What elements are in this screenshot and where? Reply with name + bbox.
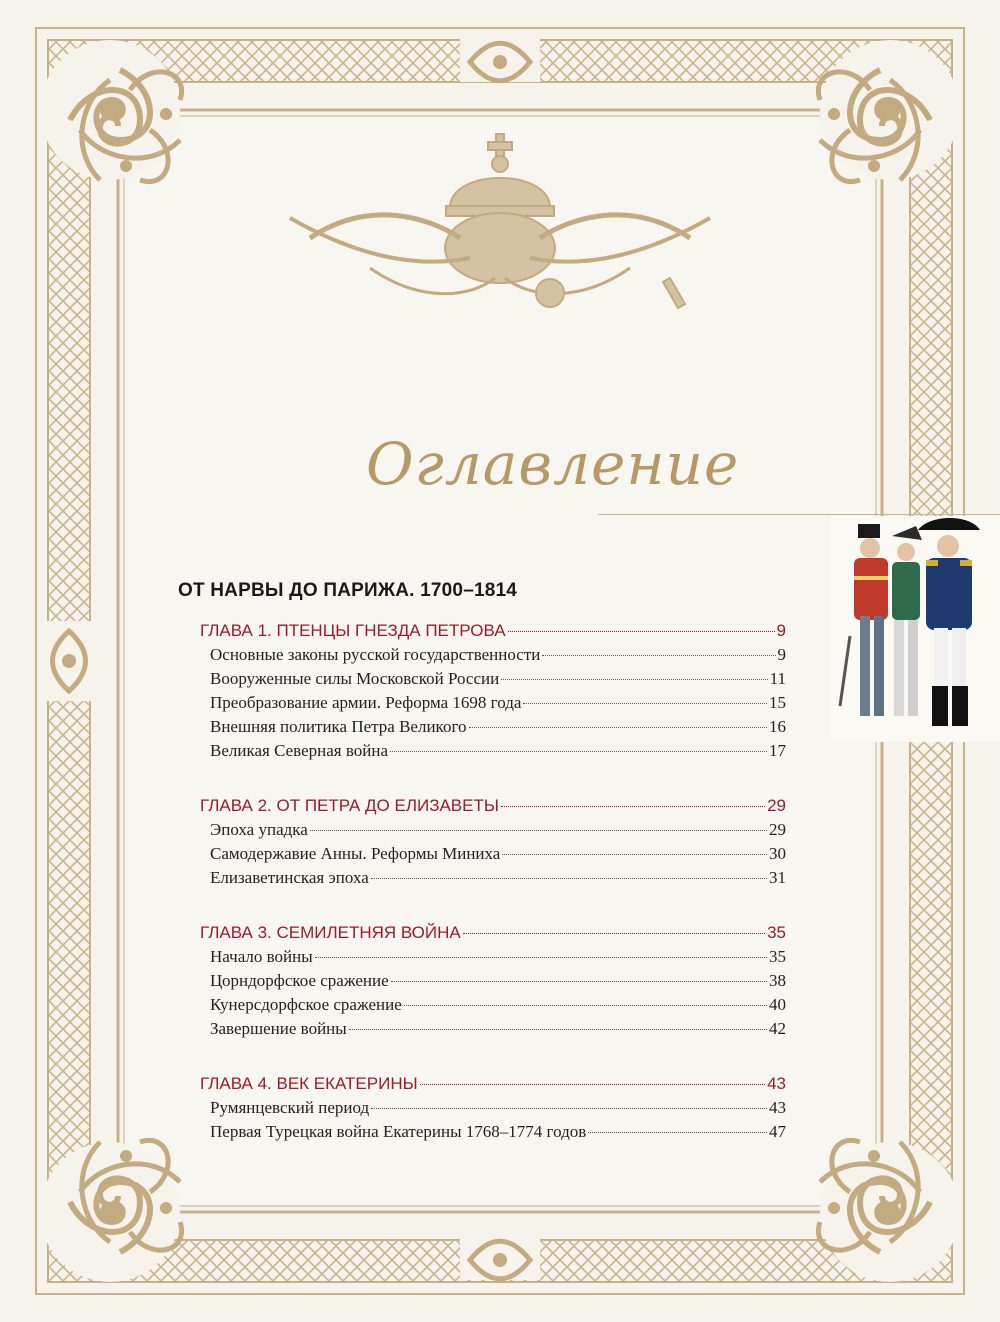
section-title: Преобразование армии. Реформа 1698 года xyxy=(210,693,522,712)
section-entry[interactable] xyxy=(200,1017,786,1041)
section-entry[interactable] xyxy=(200,818,786,842)
section-title: Вооруженные силы Московской России xyxy=(210,669,500,688)
leader-dots xyxy=(542,655,775,656)
leader-dots xyxy=(315,957,767,958)
section-page-number: 11 xyxy=(769,669,786,688)
section-entry[interactable] xyxy=(200,945,786,969)
leader-dots xyxy=(390,751,767,752)
section-page-number: 42 xyxy=(769,1019,786,1038)
chapter-4 xyxy=(200,1071,786,1144)
section-entry[interactable] xyxy=(200,715,786,739)
chapter-page-number: 9 xyxy=(776,621,786,640)
section-title: Самодержавие Анны. Реформы Миниха xyxy=(210,844,501,863)
section-page-number: 9 xyxy=(777,645,786,664)
section-entry[interactable] xyxy=(200,667,786,691)
section-title: Елизаветинская эпоха xyxy=(210,868,369,887)
leader-dots xyxy=(463,933,765,934)
leader-dots xyxy=(469,727,767,728)
section-entry[interactable] xyxy=(200,1096,786,1120)
leader-dots xyxy=(420,1084,765,1085)
soldiers-illustration xyxy=(830,516,1000,742)
section-page-number: 35 xyxy=(769,947,786,966)
section-title: Завершение войны xyxy=(210,1019,347,1038)
section-title: Первая Турецкая война Екатерины 1768–1774 годов xyxy=(210,1122,587,1141)
chapter-entry[interactable] xyxy=(200,1071,786,1096)
section-page-number: 17 xyxy=(769,741,786,760)
chapter-entry[interactable] xyxy=(200,920,786,945)
chapter-list xyxy=(178,618,810,1144)
page-title: Оглавление xyxy=(366,430,740,498)
section-page-number: 15 xyxy=(769,693,786,712)
leader-dots xyxy=(508,631,775,632)
chapter-entry[interactable] xyxy=(200,793,786,818)
chapter-1 xyxy=(200,618,786,763)
table-of-contents xyxy=(178,580,810,1174)
leader-dots xyxy=(349,1029,767,1030)
section-entry[interactable] xyxy=(200,691,786,715)
title-divider xyxy=(598,514,1000,515)
illustration-panel xyxy=(830,516,1000,742)
leader-dots xyxy=(502,854,767,855)
section-page-number: 31 xyxy=(769,868,786,887)
leader-dots xyxy=(523,703,767,704)
part-title: ОТ НАРВЫ ДО ПАРИЖА. 1700–1814 xyxy=(178,580,518,601)
section-page-number: 47 xyxy=(769,1122,786,1141)
section-title: Основные законы русской государственности xyxy=(210,645,541,664)
section-page-number: 38 xyxy=(769,971,786,990)
section-entry[interactable] xyxy=(200,643,786,667)
leader-dots xyxy=(371,878,767,879)
section-page-number: 40 xyxy=(769,995,786,1014)
chapter-title: ГЛАВА 4. ВЕК ЕКАТЕРИНЫ xyxy=(200,1074,418,1093)
chapter-2 xyxy=(200,793,786,890)
leader-dots xyxy=(588,1132,767,1133)
section-title: Кунерсдорфское сражение xyxy=(210,995,402,1014)
chapter-page-number: 43 xyxy=(767,1074,786,1093)
section-title: Эпоха упадка xyxy=(210,820,308,839)
leader-dots xyxy=(404,1005,767,1006)
chapter-title: ГЛАВА 3. СЕМИЛЕТНЯЯ ВОЙНА xyxy=(200,923,461,942)
chapter-page-number: 29 xyxy=(767,796,786,815)
section-entry[interactable] xyxy=(200,842,786,866)
chapter-page-number: 35 xyxy=(767,923,786,942)
leader-dots xyxy=(310,830,767,831)
leader-dots xyxy=(501,679,767,680)
section-page-number: 16 xyxy=(769,717,786,736)
chapter-3 xyxy=(200,920,786,1041)
section-title: Начало войны xyxy=(210,947,313,966)
section-entry[interactable] xyxy=(200,739,786,763)
section-title: Внешняя политика Петра Великого xyxy=(210,717,467,736)
section-entry[interactable] xyxy=(200,866,786,890)
crown-laurel-emblem xyxy=(250,128,750,328)
chapter-entry[interactable] xyxy=(200,618,786,643)
section-title: Великая Северная война xyxy=(210,741,389,760)
section-entry[interactable] xyxy=(200,993,786,1017)
section-entry[interactable] xyxy=(200,1120,786,1144)
leader-dots xyxy=(371,1108,767,1109)
section-entry[interactable] xyxy=(200,969,786,993)
section-title: Цорндорфское сражение xyxy=(210,971,389,990)
section-page-number: 30 xyxy=(769,844,786,863)
leader-dots xyxy=(501,806,765,807)
leader-dots xyxy=(391,981,767,982)
chapter-title: ГЛАВА 2. ОТ ПЕТРА ДО ЕЛИЗАВЕТЫ xyxy=(200,796,499,815)
section-page-number: 43 xyxy=(769,1098,786,1117)
section-page-number: 29 xyxy=(769,820,786,839)
chapter-title: ГЛАВА 1. ПТЕНЦЫ ГНЕЗДА ПЕТРОВА xyxy=(200,621,506,640)
section-title: Румянцевский период xyxy=(210,1098,370,1117)
